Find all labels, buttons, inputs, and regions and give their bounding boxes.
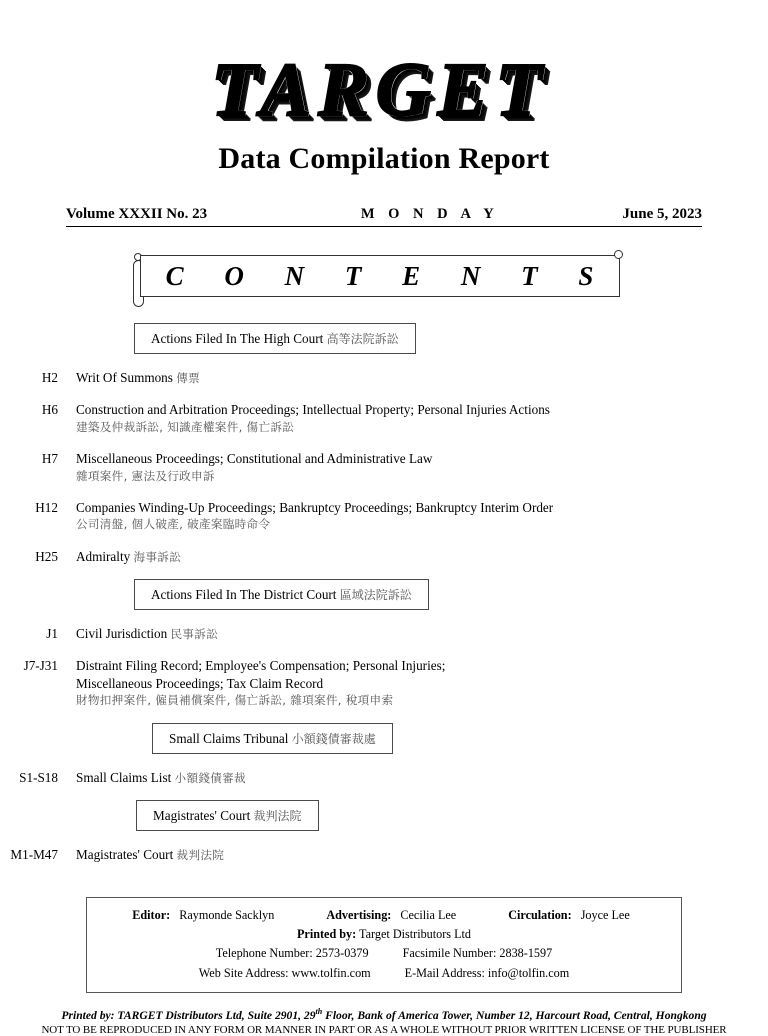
email-address[interactable]: E-Mail Address: info@tolfin.com: [404, 965, 570, 980]
copyright-notice: NOT TO BE REPRODUCED IN ANY FORM OR MANNER IN PART OR AS A WHOLE WITHOUT PRIOR WRITTEN LICENSE OF THE PUBLISHER: [41, 1024, 727, 1036]
entry-title-cn: 小額錢債審裁: [174, 770, 246, 785]
ordinal-suffix: th: [315, 1006, 323, 1016]
target-logo: TARGET: [211, 48, 549, 132]
entry-code: H2: [41, 370, 58, 385]
issue-date: June 5, 2023: [622, 206, 702, 222]
entry-title-en: Admiralty: [76, 548, 134, 564]
contents-banner-box: [140, 255, 620, 297]
contents-entry[interactable]: [0, 769, 768, 786]
info-row-printed-by: [97, 925, 671, 944]
section-heading-wrap-small-claims: [0, 723, 768, 754]
entry-title-en-line2: Miscellaneous Proceedings; Tax Claim Record: [76, 675, 324, 691]
entry-description: [76, 401, 768, 435]
contents-list: [0, 323, 768, 863]
contents-banner: [0, 247, 768, 309]
entry-title-cn: 建築及仲裁訴訟, 知識產權案件, 傷亡訴訟: [76, 419, 295, 434]
section-heading-en: Actions Filed In The High Court: [151, 331, 327, 346]
entry-title-cn: 雜項案件, 憲法及行政申訴: [76, 468, 215, 483]
section-heading-en: Actions Filed In The District Court: [151, 587, 340, 602]
entry-title-cn: 民事訴訟: [170, 627, 219, 641]
telephone-number: Telephone Number: 2573-0379: [215, 946, 369, 961]
entry-code: J1: [46, 626, 58, 641]
contents-entry[interactable]: [0, 846, 768, 863]
contents-entry[interactable]: [0, 450, 768, 484]
printer-address-part2: Floor, Bank of America Tower, Number 12, Harcourt Road, Central, Hongkong: [322, 1008, 707, 1022]
contents-entry[interactable]: [0, 369, 768, 386]
contents-entry[interactable]: [0, 625, 768, 642]
entry-code: H12: [35, 499, 58, 515]
contents-entry[interactable]: [0, 401, 768, 435]
section-heading-cn: 小額錢債審裁處: [291, 731, 376, 746]
entry-title-en: Companies Winding-Up Proceedings; Bankruptcy Proceedings; Bankruptcy Interim Order: [76, 499, 554, 515]
section-heading-cn: 區域法院訴訟: [339, 588, 412, 602]
publisher-info-box: [86, 897, 682, 992]
info-row-contact-1: [97, 944, 671, 963]
page-subtitle: Data Compilation Report: [218, 142, 550, 175]
editor-label: Editor:: [132, 908, 171, 923]
entry-code: H6: [41, 402, 58, 418]
volume-number: Volume XXXII No. 23: [66, 206, 208, 222]
entry-description: [76, 625, 768, 642]
entry-title-en: Magistrates' Court: [76, 846, 177, 862]
circulation-label: Circulation:: [508, 908, 572, 923]
entry-description: [76, 846, 768, 863]
printed-by-label: Printed by:: [296, 927, 357, 942]
legal-footer: [0, 1007, 768, 1036]
scroll-right-knob-icon: [614, 250, 623, 259]
entry-description: [76, 450, 768, 484]
entry-title-cn: 公司清盤, 個人破產, 破產案臨時命令: [76, 517, 271, 532]
entry-code: M1-M47: [10, 846, 58, 862]
entry-description: [76, 499, 768, 533]
section-heading-en: Small Claims Tribunal: [169, 730, 292, 746]
section-heading-en: Magistrates' Court: [153, 807, 254, 823]
entry-title-en: Small Claims List: [76, 769, 175, 785]
entry-title-en: Writ Of Summons: [76, 370, 177, 385]
contents-entry[interactable]: [0, 548, 768, 565]
section-heading-wrap-district-court: [0, 579, 768, 610]
section-heading-cn: 裁判法院: [253, 808, 302, 823]
contents-label: C O N T E N T S: [165, 261, 611, 291]
advertising-label: Advertising:: [326, 908, 392, 923]
circulation-value: Joyce Lee: [577, 908, 630, 923]
day-of-week: M O N D A Y: [360, 206, 499, 222]
section-heading-wrap-magistrates-court: [0, 800, 768, 831]
entry-code: H7: [41, 451, 58, 467]
entry-title-cn: 海事訴訟: [133, 549, 182, 564]
volume-bar: [66, 206, 702, 226]
contents-entry[interactable]: [0, 657, 768, 708]
entry-title-en: Distraint Filing Record; Employee's Compensation; Personal Injuries;: [76, 658, 446, 674]
entry-description: [76, 548, 768, 565]
entry-description: [76, 657, 768, 708]
section-heading-district-court[interactable]: [134, 579, 429, 610]
entry-title-cn: 財物扣押案件, 僱員補償案件, 傷亡訴訟, 雜項案件, 稅項申索: [76, 693, 394, 708]
info-row-staff: [97, 906, 671, 925]
entry-description: [76, 369, 768, 386]
section-heading-small-claims-tribunal[interactable]: [152, 723, 393, 754]
entry-description: [76, 769, 768, 786]
facsimile-number: Facsimile Number: 2838-1597: [402, 946, 553, 961]
contents-entry[interactable]: [0, 499, 768, 533]
entry-title-cn: 裁判法院: [176, 847, 225, 862]
entry-title-en: Miscellaneous Proceedings; Constitutional and Administrative Law: [76, 451, 433, 467]
editor-value: Raymonde Sacklyn: [176, 908, 275, 923]
entry-code: S1-S18: [19, 769, 58, 785]
website-address[interactable]: Web Site Address: www.tolfin.com: [198, 965, 371, 980]
info-row-contact-2: [97, 964, 671, 983]
entry-title-en: Construction and Arbitration Proceedings; Intellectual Property; Personal Injuries Actions: [76, 402, 550, 418]
printer-address-line: [0, 1007, 768, 1022]
entry-code: J7-J31: [23, 658, 58, 674]
section-heading-cn: 高等法院訴訟: [326, 332, 399, 346]
entry-code: H25: [35, 548, 58, 564]
printed-by-value: Target Distributors Ltd: [356, 927, 472, 942]
advertising-value: Cecilia Lee: [397, 908, 457, 923]
entry-title-en: Civil Jurisdiction: [76, 626, 171, 641]
masthead: [0, 0, 768, 176]
printer-address-part1: Printed by: TARGET Distributors Ltd, Suite 2901, 29: [61, 1008, 316, 1022]
entry-title-cn: 傳票: [176, 371, 201, 385]
section-heading-wrap-high-court: [0, 323, 768, 354]
section-heading-magistrates-court[interactable]: [136, 800, 319, 831]
section-heading-high-court[interactable]: [134, 323, 416, 354]
header-divider: [66, 226, 702, 227]
